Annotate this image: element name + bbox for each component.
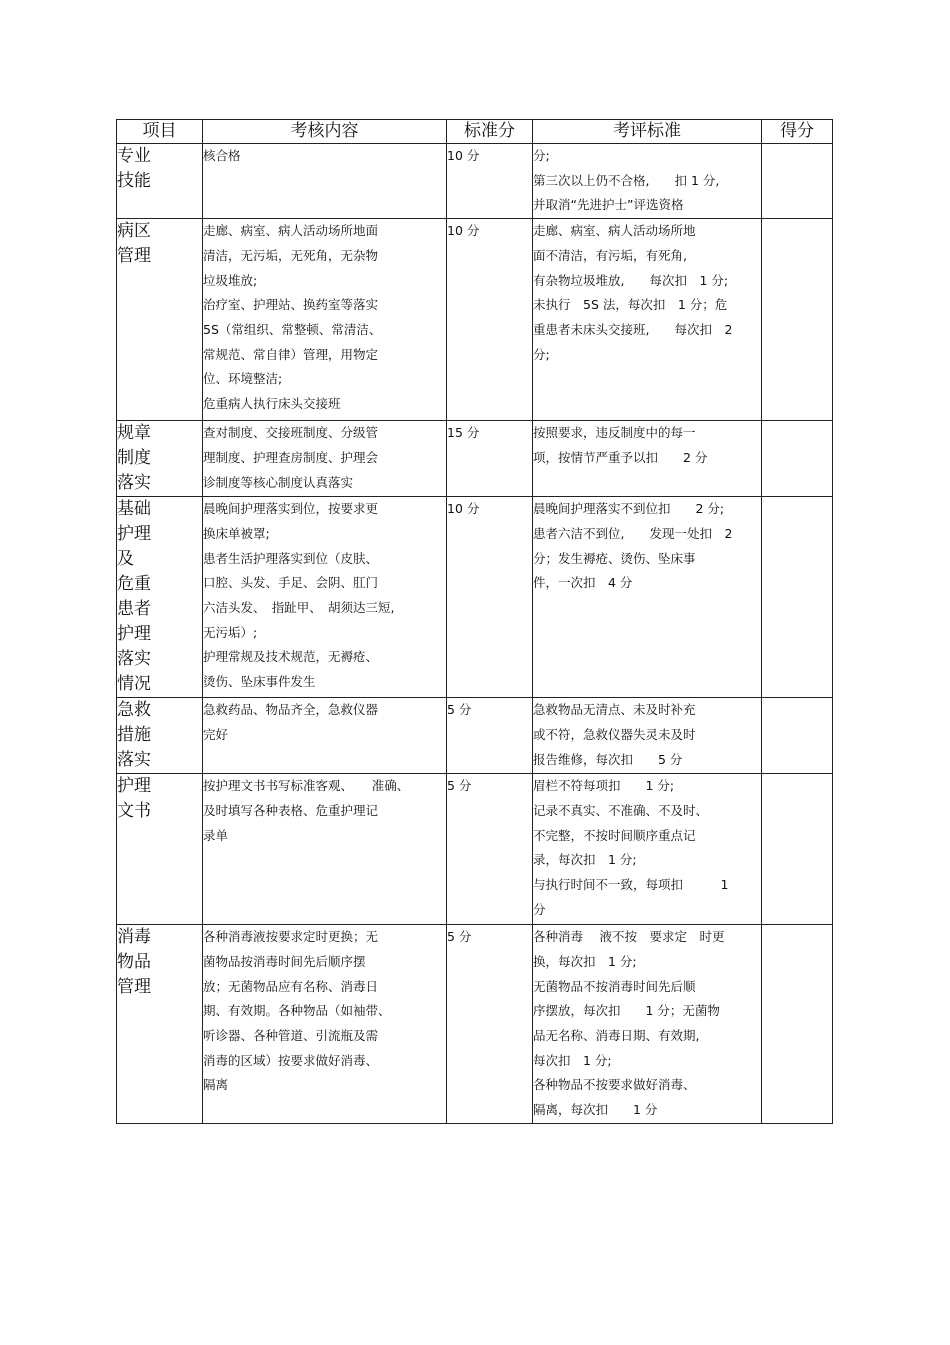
item-cell <box>117 497 203 698</box>
criteria-cell <box>533 497 762 698</box>
item-cell-line: 技能 <box>117 171 151 191</box>
criteria-cell-line: 报告维修，每次扣 5 分 <box>533 751 683 767</box>
criteria-cell-line: 不完整，不按时间顺序重点记 <box>533 827 696 843</box>
table-row <box>117 698 833 774</box>
criteria-cell-line: 隔离，每次扣 1 分 <box>533 1102 658 1118</box>
criteria-cell-line: 分 <box>533 901 546 917</box>
criteria-cell-line: 录，每次扣 1 分; <box>533 852 637 868</box>
criteria-cell <box>533 925 762 1124</box>
content-cell-line: 理制度、护理查房制度、护理会 <box>203 449 379 465</box>
criteria-cell <box>533 421 762 497</box>
content-cell <box>203 497 447 698</box>
item-cell-line: 物品 <box>117 952 151 973</box>
content-cell-line: 录单 <box>203 827 229 843</box>
item-cell-line: 患者 <box>117 599 151 620</box>
item-cell-line: 落实 <box>117 473 151 494</box>
criteria-cell-line: 序摆放，每次扣 1 分；无菌物 <box>533 1003 720 1019</box>
content-cell-line: 诊制度等核心制度认真落实 <box>203 474 354 490</box>
criteria-cell-line: 眉栏不符每项扣 1 分; <box>533 778 675 794</box>
standard-score-cell: 5 分 <box>447 925 533 1124</box>
criteria-cell <box>533 219 762 421</box>
table-row <box>117 144 833 219</box>
content-cell-line: 六洁头发、 指趾甲、 胡须达三短, <box>203 599 395 615</box>
criteria-cell-line: 患者六洁不到位, 发现一处扣 2 <box>533 525 733 541</box>
criteria-cell <box>533 698 762 774</box>
criteria-cell-line: 分; <box>533 148 550 163</box>
table-row <box>117 774 833 925</box>
content-cell-line: 核合格 <box>203 148 241 163</box>
score-cell[interactable] <box>762 774 833 925</box>
item-cell <box>117 219 203 421</box>
content-cell-line: 5S（常组织、常整顿、常清洁、 <box>203 321 382 337</box>
table-body <box>117 144 833 1124</box>
criteria-cell-line: 分; <box>533 346 550 362</box>
criteria-cell-line: 换，每次扣 1 分; <box>533 953 637 969</box>
item-cell-line: 措施 <box>117 725 151 746</box>
score-cell[interactable] <box>762 421 833 497</box>
criteria-cell-line: 记录不真实、不准确、不及时、 <box>533 802 709 818</box>
criteria-cell-line: 或不符，急救仪器失灵未及时 <box>533 726 696 742</box>
table-row <box>117 421 833 497</box>
content-cell-line: 位、环境整洁; <box>203 371 283 387</box>
criteria-cell-line: 项，按情节严重予以扣 2 分 <box>533 449 708 465</box>
item-cell-line: 制度 <box>117 448 151 469</box>
assessment-table <box>116 119 833 1124</box>
item-cell <box>117 774 203 925</box>
criteria-cell-line: 面不清洁，有污垢，有死角, <box>533 247 687 263</box>
standard-score-cell: 5 分 <box>447 698 533 774</box>
criteria-cell-line: 第三次以上仍不合格, 扣 1 分, <box>533 172 720 188</box>
content-cell-line: 按护理文书书写标准客观、 准确、 <box>203 778 410 794</box>
content-cell-line: 无污垢）; <box>203 624 258 640</box>
score-cell[interactable] <box>762 925 833 1124</box>
item-cell <box>117 925 203 1124</box>
content-cell-line: 及时填写各种表格、危重护理记 <box>203 802 379 818</box>
criteria-cell-line: 无菌物品不按消毒时间先后顺 <box>533 978 696 994</box>
item-cell-line: 护理 <box>117 524 151 545</box>
content-cell-line: 清洁，无污垢，无死角，无杂物 <box>203 247 379 263</box>
content-cell-line: 菌物品按消毒时间先后顺序摆 <box>203 953 366 969</box>
content-cell-line: 护理常规及技术规范，无褥疮、 <box>203 649 379 665</box>
content-cell-line: 放；无菌物品应有名称、消毒日 <box>203 978 379 994</box>
content-cell <box>203 219 447 421</box>
item-cell-line: 管理 <box>117 977 151 998</box>
item-cell <box>117 421 203 497</box>
content-cell-line: 常规范、常自律）管理，用物定 <box>203 346 379 362</box>
content-cell-line: 换床单被罩; <box>203 525 270 541</box>
item-cell-line: 护理 <box>117 624 151 645</box>
content-cell <box>203 774 447 925</box>
criteria-cell-line: 分；发生褥疮、烫伤、坠床事 <box>533 550 696 566</box>
standard-score-cell: 5 分 <box>447 774 533 925</box>
item-cell-line: 基础 <box>117 499 151 520</box>
item-cell-line: 病区 <box>117 221 151 242</box>
content-cell-line: 垃圾堆放; <box>203 272 258 288</box>
header-criteria: 考评标准 <box>533 120 762 144</box>
criteria-cell-line: 件，一次扣 4 分 <box>533 575 633 591</box>
criteria-cell <box>533 774 762 925</box>
content-cell-line: 完好 <box>203 726 229 742</box>
criteria-cell <box>533 144 762 219</box>
criteria-cell-line: 品无名称、消毒日期、有效期, <box>533 1027 700 1043</box>
table-row <box>117 497 833 698</box>
table-row <box>117 219 833 421</box>
score-cell[interactable] <box>762 144 833 219</box>
content-cell-line: 听诊器、各种管道、引流瓶及需 <box>203 1027 379 1043</box>
content-cell-line: 期、有效期。各种物品（如袖带、 <box>203 1003 391 1019</box>
item-cell-line: 消毒 <box>117 927 151 948</box>
item-cell-line: 及 <box>117 549 134 570</box>
item-cell-line: 情况 <box>117 674 151 695</box>
content-cell <box>203 144 447 219</box>
header-content: 考核内容 <box>203 120 447 144</box>
content-cell-line: 患者生活护理落实到位（皮肤、 <box>203 550 379 566</box>
item-cell-line: 管理 <box>117 246 151 267</box>
item-cell-line: 规章 <box>117 423 151 444</box>
criteria-cell-line: 走廊、病室、病人活动场所地 <box>533 223 696 239</box>
header-standard-score: 标准分 <box>447 120 533 144</box>
criteria-cell-line: 各种消毒 液不按 要求定 时更 <box>533 929 725 945</box>
content-cell-line: 急救药品、物品齐全，急救仪器 <box>203 702 379 718</box>
content-cell-line: 查对制度、交接班制度、分级管 <box>203 425 379 441</box>
criteria-cell-line: 每次扣 1 分; <box>533 1052 612 1068</box>
content-cell-line: 危重病人执行床头交接班 <box>203 396 341 412</box>
standard-score-cell: 10 分 <box>447 219 533 421</box>
content-cell-line: 口腔、头发、手足、会阴、肛门 <box>203 575 379 591</box>
content-cell-line: 隔离 <box>203 1077 229 1093</box>
criteria-cell-line: 按照要求，违反制度中的每一 <box>533 425 696 441</box>
criteria-cell-line: 并取消“先进护士”评选资格 <box>533 197 684 213</box>
content-cell <box>203 421 447 497</box>
item-cell-line: 专业 <box>117 146 151 166</box>
header-score: 得分 <box>762 120 833 144</box>
content-cell-line: 晨晚间护理落实到位，按要求更 <box>203 501 379 517</box>
score-cell[interactable] <box>762 698 833 774</box>
criteria-cell-line: 各种物品不按要求做好消毒、 <box>533 1077 696 1093</box>
criteria-cell-line: 急救物品无清点、未及时补充 <box>533 702 696 718</box>
content-cell-line: 走廊、病室、病人活动场所地面 <box>203 223 379 239</box>
criteria-cell-line: 有杂物垃圾堆放, 每次扣 1 分; <box>533 272 729 288</box>
criteria-cell-line: 重患者未床头交接班, 每次扣 2 <box>533 321 733 337</box>
table-row <box>117 925 833 1124</box>
score-cell[interactable] <box>762 497 833 698</box>
item-cell-line: 落实 <box>117 649 151 670</box>
criteria-cell-line: 未执行 5S 法，每次扣 1 分；危 <box>533 297 728 313</box>
item-cell-line: 危重 <box>117 574 151 595</box>
header-item: 项目 <box>117 120 203 144</box>
item-cell-line: 急救 <box>117 700 151 721</box>
item-cell <box>117 144 203 219</box>
content-cell <box>203 925 447 1124</box>
criteria-cell-line: 与执行时间不一致，每项扣 1 <box>533 876 729 892</box>
content-cell-line: 治疗室、护理站、换药室等落实 <box>203 297 379 313</box>
item-cell-line: 文书 <box>117 801 151 822</box>
content-cell-line: 各种消毒液按要求定时更换；无 <box>203 929 379 945</box>
item-cell-line: 护理 <box>117 776 151 797</box>
criteria-cell-line: 晨晚间护理落实不到位扣 2 分; <box>533 501 725 517</box>
content-cell-line: 消毒的区域）按要求做好消毒、 <box>203 1052 379 1068</box>
item-cell <box>117 698 203 774</box>
content-cell-line: 烫伤、坠床事件发生 <box>203 674 316 690</box>
standard-score-cell: 15 分 <box>447 421 533 497</box>
content-cell <box>203 698 447 774</box>
score-cell[interactable] <box>762 219 833 421</box>
standard-score-cell: 10 分 <box>447 497 533 698</box>
standard-score-cell: 10 分 <box>447 144 533 219</box>
header-row <box>117 120 833 144</box>
item-cell-line: 落实 <box>117 750 151 771</box>
